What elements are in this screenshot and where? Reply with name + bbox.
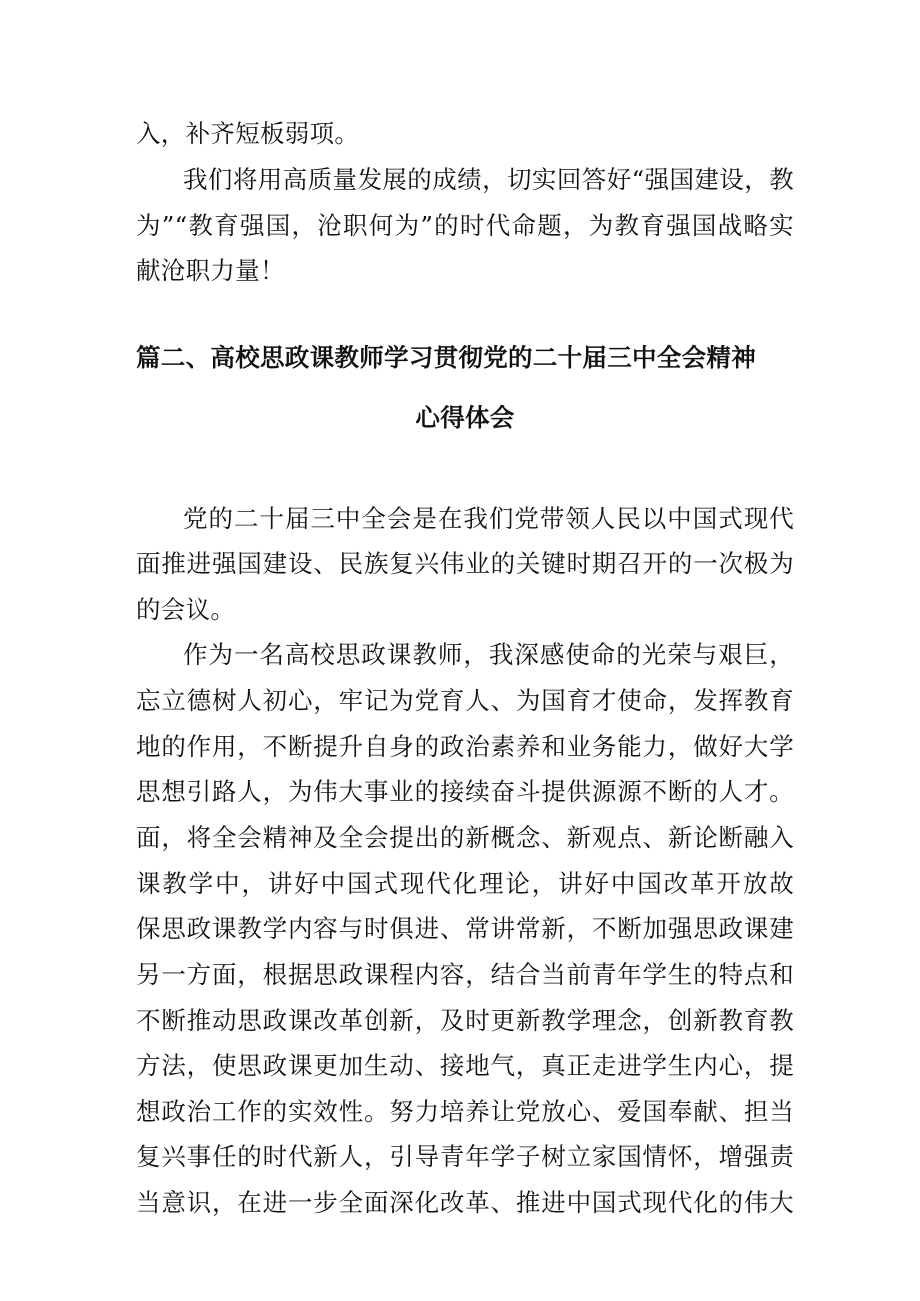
text-line: 复兴事任的时代新人，引导青年学子树立家国情怀，增强责 [136, 1142, 794, 1171]
section-heading: 篇二、高校思政课教师学习贯彻党的二十届三中全会精神 [136, 343, 756, 372]
text-line: 献沧职力量！ [136, 256, 285, 285]
section-heading-subtitle: 心得体会 [415, 403, 515, 432]
text-line: 课教学中，讲好中国式现代化理论，讲好中国改革开放故 [136, 869, 794, 898]
text-line: 面，将全会精神及全会提出的新概念、新观点、新论断融入 [136, 823, 794, 852]
text-line: 不断推动思政课改革创新，及时更新教学理念，创新教育教 [136, 1006, 794, 1035]
text-line: 入，补齐短板弱项。 [136, 119, 360, 148]
text-line: 我们将用高质量发展的成绩，切实回答好“强国建设，教 [183, 165, 794, 194]
text-line: 想政治工作的实效性。努力培养让党放心、爱国奉献、担当 [136, 1097, 794, 1126]
text-line: 另一方面，根据思政课程内容，结合当前青年学生的特点和 [136, 960, 794, 989]
text-line: 保思政课教学内容与时俱进、常讲常新，不断加强思政课建 [136, 914, 794, 943]
text-line: 作为一名高校思政课教师，我深感使命的光荣与艰巨， [183, 640, 794, 669]
text-line: 的会议。 [136, 595, 236, 624]
text-line: 地的作用，不断提升自身的政治素养和业务能力，做好大学 [136, 732, 794, 761]
text-line: 忘立德树人初心，牢记为党育人、为国育才使命，发挥教育 [136, 686, 794, 715]
text-line: 当意识，在进一步全面深化改革、推进中国式现代化的伟大 [136, 1188, 794, 1217]
text-line: 为”“教育强国，沧职何为”的时代命题，为教育强国战略实 [136, 211, 794, 240]
text-line: 面推进强国建设、民族复兴伟业的关键时期召开的一次极为 [136, 549, 794, 578]
text-line: 方法，使思政课更加生动、接地气，真正走进学生内心，提 [136, 1051, 794, 1080]
text-line: 党的二十届三中全会是在我们党带领人民以中国式现代 [183, 504, 794, 533]
text-line: 思想引路人，为伟大事业的接续奋斗提供源源不断的人才。 [136, 777, 794, 806]
